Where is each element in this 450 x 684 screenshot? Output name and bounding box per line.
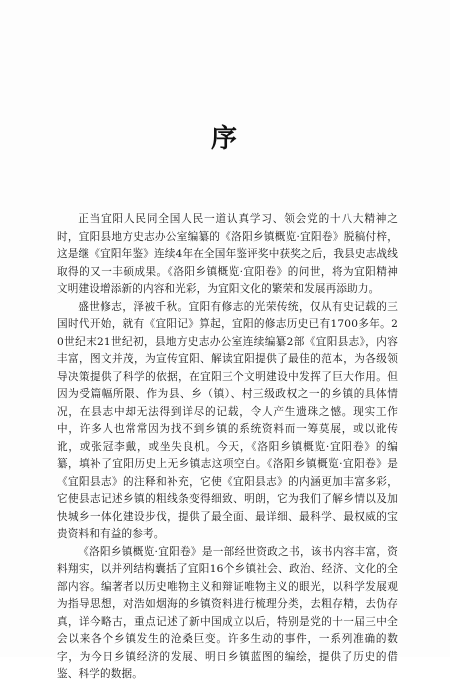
preface-title: 序 (210, 124, 239, 154)
paragraph-2: 盛世修志，泽被千秋。宜阳有修志的光荣传统，仅从有史记载的三国时代开始，就有《宜阳记》算起，宜阳的修志历史已有1700多年。20世纪末21世纪初，县地方史志办公室连续编纂2部《宜阳县志》，内容丰富，图文并茂，为宣传宜阳、解读宜阳提供了最佳的范本，为各级领导决策提供了科学的依据，在宜阳三个文明建设中发挥了巨大作用。但因为受篇幅所限、作为县、乡（镇）、村三级政权之一的乡镇的具体情况，在县志中却无法得到详尽的记载，令人产生遗珠之憾。现实工作中，许多人也常常因为找不到乡镇的系统资料而一筹莫展，或以讹传讹，或张冠李戴，或坐失良机。今天，《洛阳乡镇概览·宜阳卷》的编纂，填补了宜阳历史上无乡镇志这项空白。《洛阳乡镇概览·宜阳卷》是《宜阳县志》的注释和补充，它使《宜阳县志》的内涵更加丰富多彩，它使县志记述乡镇的粗线条变得细致、明朗，它为我们了解乡情以及加快城乡一体化建设步伐，提供了最全面、最详细、最科学、最权威的宝贵资料和有益的参考。 (57, 300, 398, 540)
paragraph-1: 正当宜阳人民同全国人民一道认真学习、领会党的十八大精神之时，宜阳县地方史志办公室编纂的《洛阳乡镇概览·宜阳卷》脱稿付梓，这是继《宜阳年鉴》连续4年在全国年鉴评奖中获奖之后，我县史志战线取得的又一丰硕成果。《洛阳乡镇概览·宜阳卷》的问世，将为宜阳精神文明建设增添新的内容和光彩，为宜阳文化的繁荣和发展再添助力。 (57, 213, 398, 295)
paragraph-3: 《洛阳乡镇概览·宜阳卷》是一部经世资政之书，该书内容丰富，资料翔实，以并列结构囊括了宜阳16个乡镇社会、政治、经济、文化的全部内容。编著者以历史唯物主义和辩证唯物主义的眼光，以科学发展观为指导思想，对浩如烟海的乡镇资料进行梳理分类，去粗存精，去伪存真，详今略古，重点记述了新中国成立以后，特别是党的十一届三中全会以来各个乡镇发生的沧桑巨变。许多生动的事件，一系列准确的数字，为今日乡镇经济的发展、明日乡镇蓝图的编绘，提供了历史的借鉴、科学的数据。 (57, 545, 398, 680)
preface-body (57, 211, 398, 684)
